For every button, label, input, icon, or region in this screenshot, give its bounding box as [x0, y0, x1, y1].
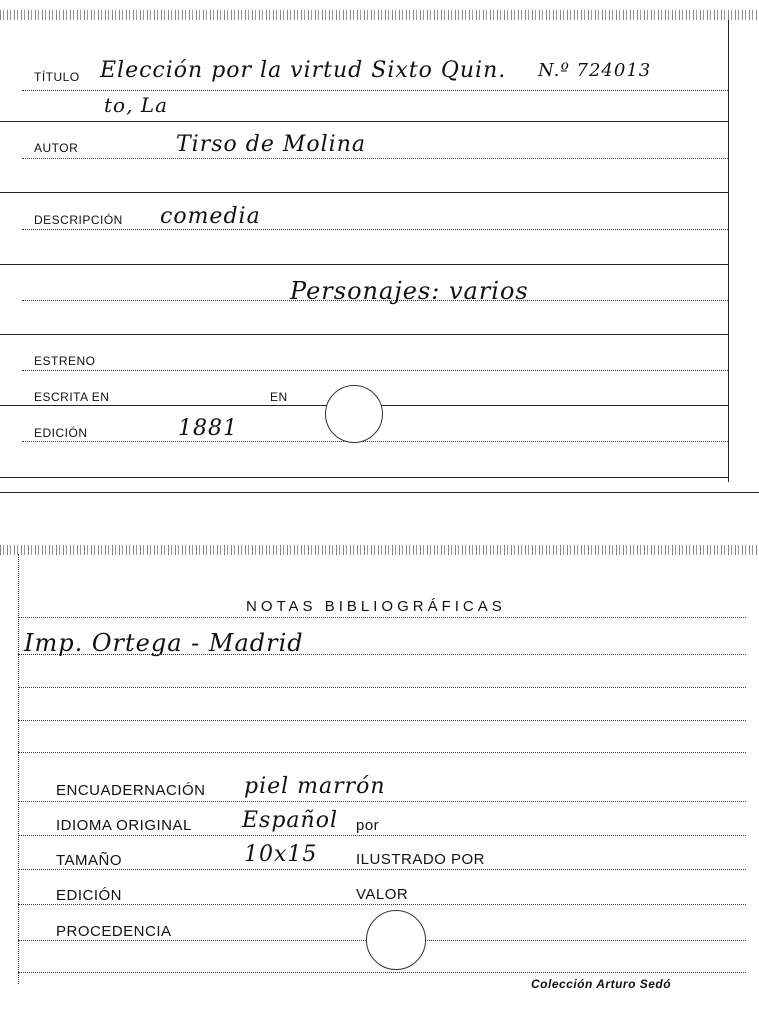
- edicion-value: 1881: [178, 416, 238, 441]
- personajes-line-2: [0, 334, 728, 335]
- autor-label: AUTOR: [34, 141, 79, 155]
- escrita-en-label: ESCRITA EN: [34, 390, 110, 404]
- notas-line-5: [18, 752, 746, 753]
- notas-line-2: [18, 654, 746, 655]
- titulo-line-2: [0, 121, 728, 122]
- descripcion-rule: [22, 229, 728, 230]
- collection-footer: Colección Arturo Sedó: [531, 977, 672, 991]
- procedencia-label: PROCEDENCIA: [56, 923, 172, 940]
- encuadernacion-rule: [18, 801, 746, 802]
- estreno-rule: [22, 370, 728, 371]
- punch-hole-bottom: [366, 910, 426, 970]
- ilustrado-label: ILUSTRADO POR: [356, 851, 486, 868]
- encuadernacion-value: piel marrón: [244, 774, 386, 799]
- autor-rule: [22, 158, 728, 159]
- notas-line-3: [18, 687, 746, 688]
- descripcion-label: DESCRIPCIÓN: [34, 213, 123, 227]
- valor-label: VALOR: [356, 886, 409, 903]
- titulo-number: N.º 724013: [538, 60, 652, 81]
- notas-rule: [18, 617, 746, 618]
- titulo-value-cont: to, La: [104, 93, 168, 117]
- idioma-value: Español: [242, 808, 338, 833]
- catalog-card-top: [0, 0, 759, 500]
- card-bottom-edge: [0, 545, 759, 555]
- idioma-rule: [18, 835, 746, 836]
- edicion-rule-2: [18, 904, 746, 905]
- personajes-rule: [22, 300, 728, 301]
- tamano-label: TAMAÑO: [56, 852, 123, 869]
- personajes-value: Personajes: varios: [290, 277, 529, 305]
- estreno-label: ESTRENO: [34, 354, 96, 368]
- titulo-rule: [22, 90, 728, 91]
- descripcion-value: comedia: [160, 204, 261, 229]
- catalog-card-bottom: [0, 540, 759, 1028]
- encuadernacion-label: ENCUADERNACIÓN: [56, 782, 206, 799]
- titulo-value: Elección por la virtud Sixto Quin.: [100, 58, 507, 83]
- tamano-value: 10x15: [244, 842, 318, 867]
- card-bottom-last-rule: [18, 972, 746, 973]
- card-top-bottom-edge: [0, 492, 759, 493]
- notas-value: Imp. Ortega - Madrid: [24, 629, 304, 657]
- por-label: por: [356, 817, 380, 834]
- edicion-label-2: EDICIÓN: [56, 887, 123, 904]
- notas-title: NOTAS BIBLIOGRÁFICAS: [246, 598, 506, 615]
- edicion-label: EDICIÓN: [34, 426, 88, 440]
- descripcion-line-2: [0, 264, 728, 265]
- card-top-right-border: [728, 20, 729, 482]
- card-bottom-left-border: [18, 554, 19, 984]
- punch-hole-top: [325, 385, 383, 443]
- edicion-line-2: [0, 477, 728, 478]
- tamano-rule: [18, 869, 746, 870]
- card-top-edge: [0, 10, 759, 20]
- en-label: EN: [270, 390, 288, 404]
- autor-value: Tirso de Molina: [176, 132, 366, 157]
- notas-line-4: [18, 720, 746, 721]
- autor-line-2: [0, 192, 728, 193]
- titulo-label: TÍTULO: [34, 70, 80, 84]
- edicion-rule: [22, 441, 728, 442]
- idioma-label: IDIOMA ORIGINAL: [56, 817, 192, 834]
